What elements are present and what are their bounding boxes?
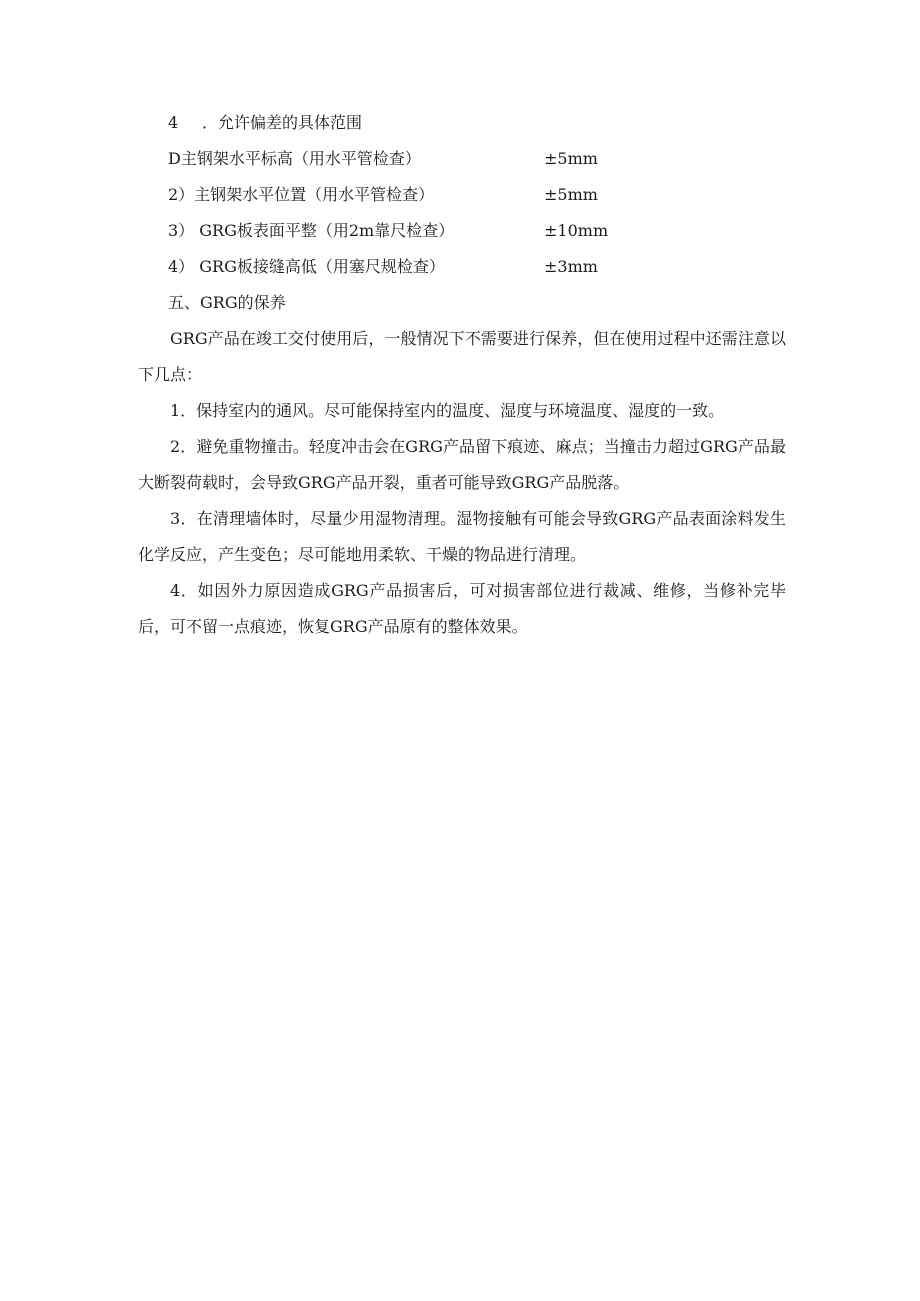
maintenance-point: 4．如因外力原因造成GRG产品损害后，可对损害部位进行裁减、维修，当修补完毕后，可不留一点痕迹，恢复GRG产品原有的整体效果。 [138,581,786,636]
section-5-heading: 五、GRG的保养 [168,293,286,312]
tolerance-label: 2）主钢架水平位置（用水平管检查） [168,185,435,204]
section-5-intro: GRG产品在竣工交付使用后，一般情况下不需要进行保养，但在使用过程中还需注意以下几点： [138,329,786,384]
maintenance-point: 1．保持室内的通风。尽可能保持室内的温度、湿度与环境温度、湿度的一致。 [170,401,725,420]
maintenance-point: 2．避免重物撞击。轻度冲击会在GRG产品留下痕迹、麻点；当撞击力超过GRG产品最大断裂荷载时，会导致GRG产品开裂，重者可能导致GRG产品脱落。 [138,437,786,492]
section-4-title: ．允许偏差的具体范围 [202,113,363,132]
tolerance-label: 3） GRG板表面平整（用2m靠尺检查） [168,221,455,240]
tolerance-value: ±5mm [544,149,598,168]
tolerance-value: ±5mm [544,185,598,204]
tolerance-value: ±10mm [544,221,609,240]
tolerance-value: ±3mm [544,257,598,276]
section-4-number: 4 [168,113,179,132]
tolerance-label: 4） GRG板接缝高低（用塞尺规检查） [168,257,445,276]
maintenance-point: 3．在清理墙体时，尽量少用湿物清理。湿物接触有可能会导致GRG产品表面涂料发生化学反应，产生变色；尽可能地用柔软、干燥的物品进行清理。 [138,509,786,564]
section-4-heading [168,113,362,133]
tolerance-label: D主钢架水平标高（用水平管检查） [168,149,421,168]
